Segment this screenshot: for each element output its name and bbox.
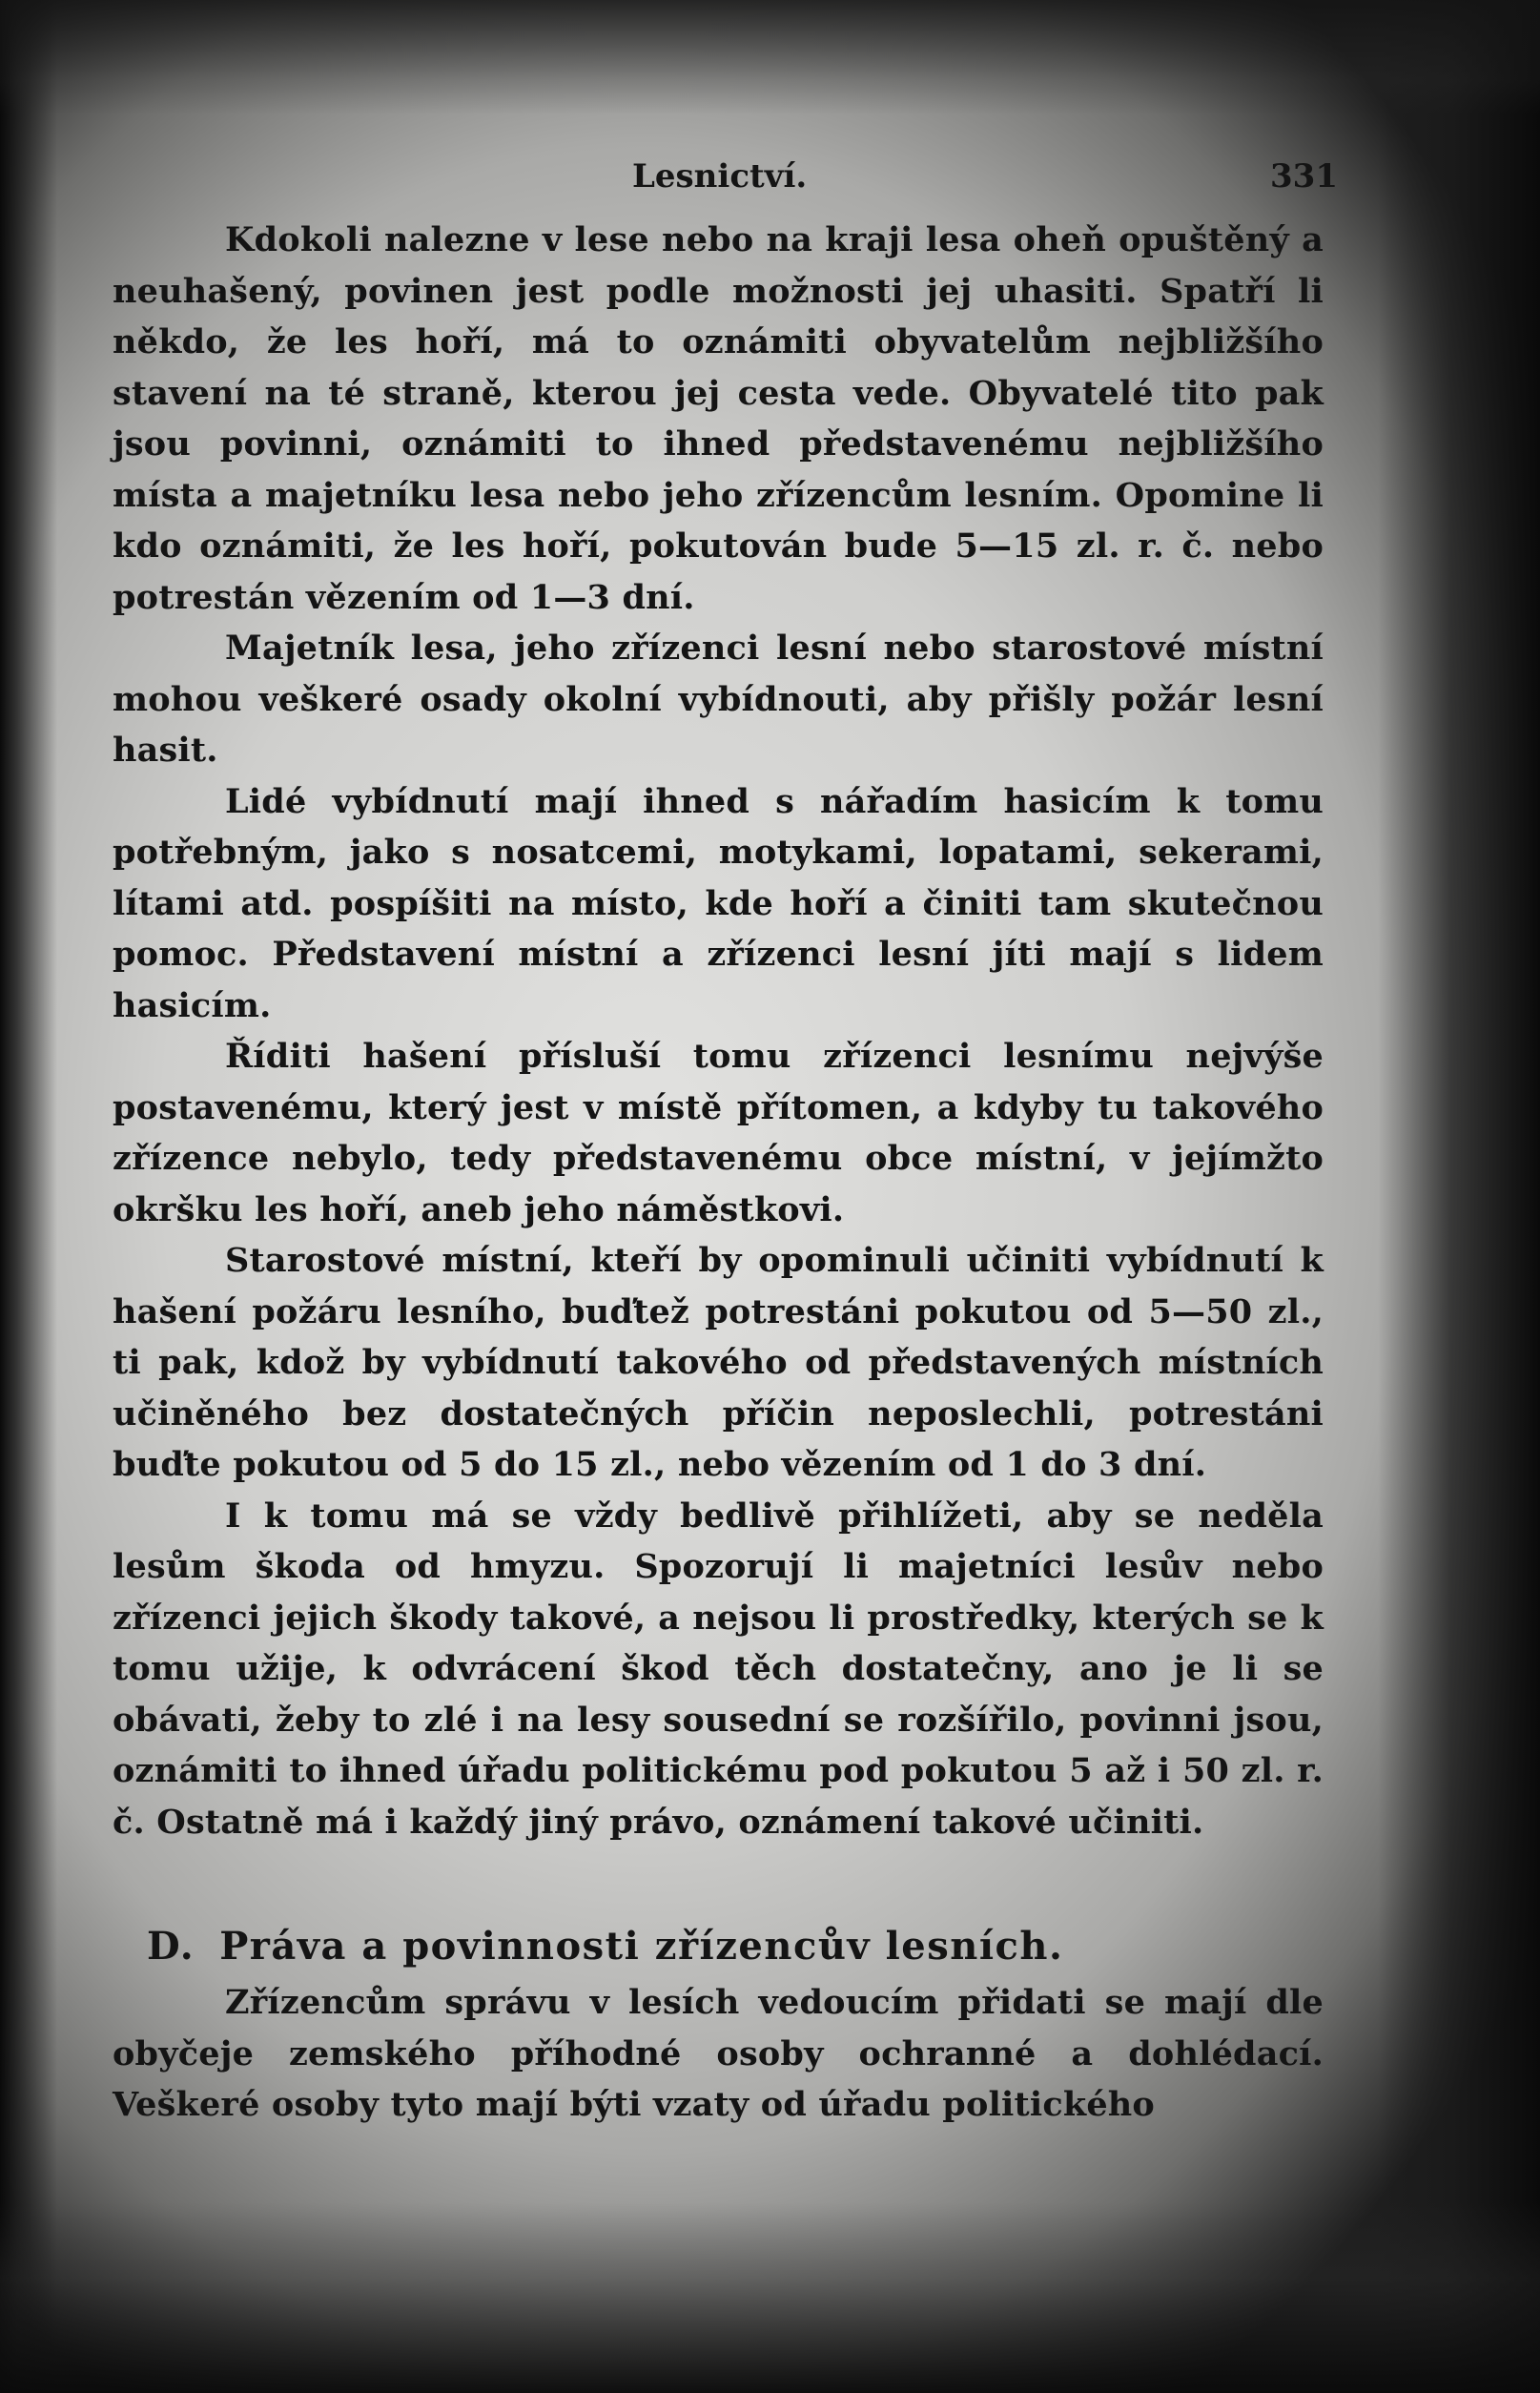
section-title: Práva a povinnosti zřízencův lesních.: [219, 1924, 1064, 1969]
paragraph-insect-damage: I k tomu má se vždy bedlivě přihlížeti, aby se neděla lesům škoda od hmyzu. Spozorují li majetníci lesův nebo zřízenci jejich škody takové, a nejsou li prostředky, kterých se k tomu užije, k odvrácení škod těch dostatečny, ano je li se obávati, žeby to zlé i na lesy sousední se rozšířilo, povinni jsou, oznámiti to ihned úřadu politickému pod pokutou 5 až i 50 zl. r. č. Ostatně má i každý jiný právo, oznámení takové učiniti.: [113, 1496, 1324, 1842]
top-scan-shadow: [0, 0, 1540, 114]
page-number: 331: [1270, 157, 1338, 196]
paragraph-summoning-villages: Majetník lesa, jeho zřízenci lesní nebo starostové místní mohou veškeré osady okolní vybídnouti, aby přišly požár lesní hasit.: [113, 629, 1324, 770]
left-scan-shadow: [0, 0, 57, 2393]
bottom-scan-shadow: [0, 2202, 1540, 2393]
section-heading: [147, 1916, 1324, 1977]
paragraph-penalties-mayors: Starostové místní, kteří by opominuli učiniti vybídnutí k hašení požáru lesního, buďtež potrestáni pokutou od 5—50 zl., ti pak, kdož by vybídnutí takového od představených místních učiněného bez dostatečných příčin neposlechli, potrestáni buďte pokutou od 5 do 15 zl., nebo vězením od 1 do 3 dní.: [113, 1241, 1324, 1484]
book-page: [113, 157, 1338, 2131]
paragraph-called-people: Lidé vybídnutí mají ihned s nářadím hasicím k tomu potřebným, jako s nosatcemi, motykami, lopatami, sekerami, lítami atd. pospíšiti na místo, kde hoří a činiti tam skutečnou pomoc. Představení místní a zřízenci lesní jíti mají s lidem hasicím.: [113, 781, 1324, 1025]
right-scan-shadow: [1378, 0, 1540, 2393]
paragraph-forest-staff: Zřízencům správu v lesích vedoucím přidati se mají dle obyčeje zemského příhodné osoby ochranné a dohlédací. Veškeré osoby tyto mají býti vzaty od úřadu politického: [113, 1983, 1324, 2124]
running-head: [113, 157, 1338, 215]
section-letter: D.: [147, 1924, 195, 1969]
running-head-title: Lesnictví.: [632, 157, 808, 196]
paragraph-forest-fire-reporting: Kdokoli nalezne v lese nebo na kraji lesa oheň opuštěný a neuhašený, povinen jest podle možnosti jej uhasiti. Spatří li někdo, že les hoří, má to oznámiti obyvatelům nejbližšího stavení na té straně, kterou jej cesta vede. Obyvatelé tito pak jsou povinni, oznámiti to ihned představenému nejbližšího místa a majetníku lesa nebo jeho zřízencům lesním. Opomine li kdo oznámiti, že les hoří, pokutován bude 5—15 zl. r. č. nebo potrestán vězením od 1—3 dní.: [113, 220, 1324, 617]
paragraph-directing-extinguishing: Říditi hašení přísluší tomu zřízenci lesnímu nejvýše postavenému, který jest v místě přítomen, a kdyby tu takového zřízence nebylo, tedy představenému obce místní, v jejímžto okršku les hoří, aneb jeho náměstkovi.: [113, 1037, 1324, 1229]
